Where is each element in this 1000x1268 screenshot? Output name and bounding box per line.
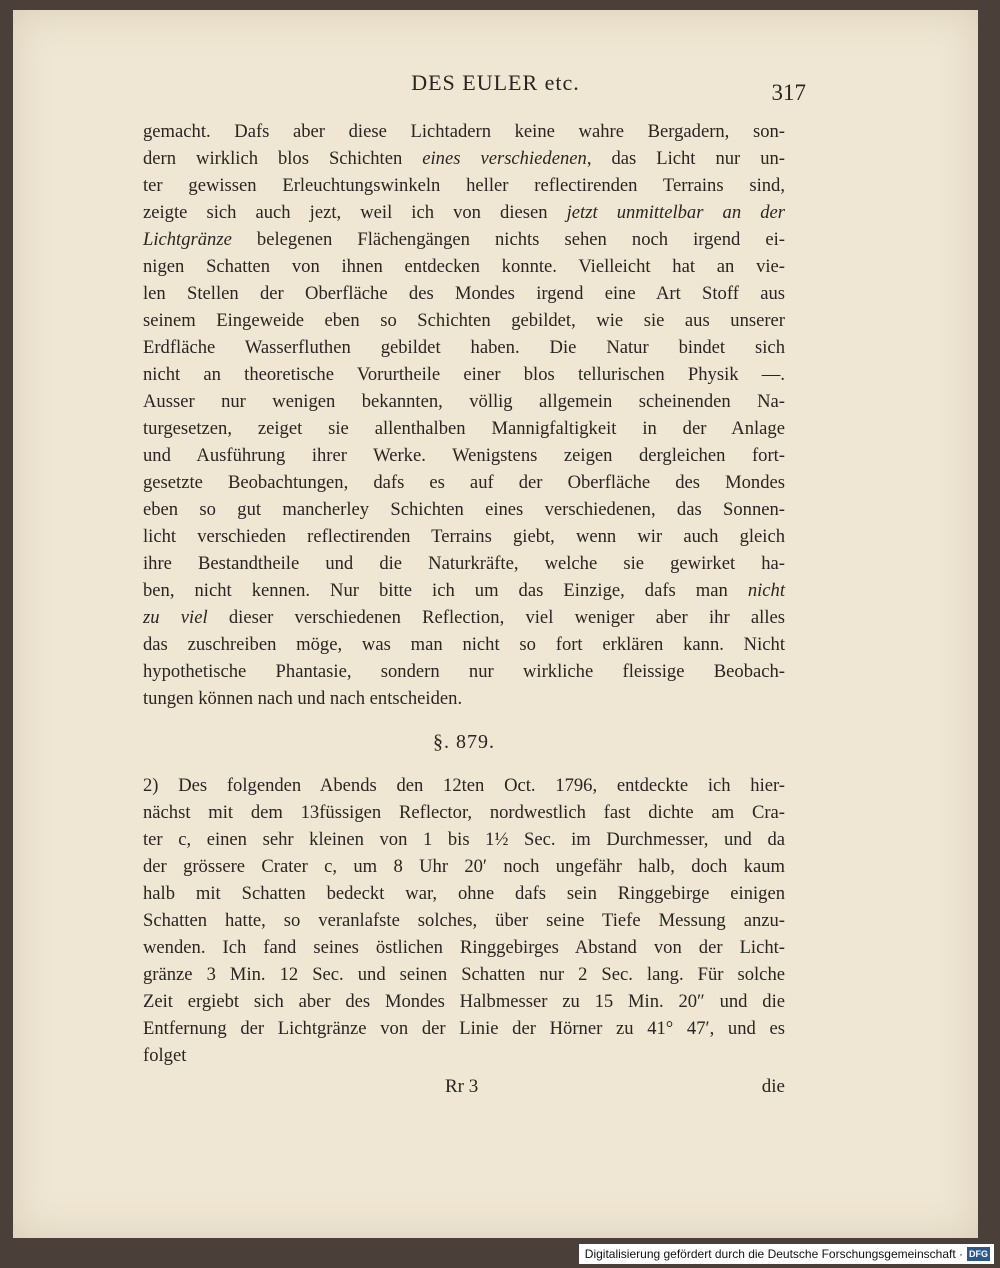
text-line: nächst mit dem 13füssigen Reflector, nordwestlich fast dichte am Cra- <box>143 802 785 823</box>
text-line: gesetzte Beobachtungen, dafs es auf der Oberfläche des Mondes <box>143 472 785 493</box>
paragraph <box>143 772 785 1069</box>
text-line: zeigte sich auch jezt, weil ich von diesen jetzt unmittelbar an der <box>143 202 785 223</box>
text-line: hypothetische Phantasie, sondern nur wirkliche fleissige Beobach- <box>143 661 785 682</box>
text-line: tungen können nach und nach entscheiden. <box>143 688 463 709</box>
text-line: len Stellen der Oberfläche des Mondes irgend eine Art Stoff aus <box>143 283 785 304</box>
text-line: seinem Eingeweide eben so Schichten gebildet, wie sie aus unserer <box>143 310 785 331</box>
text-line: dern wirklich blos Schichten eines verschiedenen, das Licht nur un- <box>143 148 785 169</box>
body-text <box>143 118 785 1069</box>
text-line: Entfernung der Lichtgränze von der Linie der Hörner zu 41° 47′, und es <box>143 1018 785 1039</box>
page-number: 317 <box>771 80 806 105</box>
text-line: 2) Des folgenden Abends den 12ten Oct. 1796, entdeckte ich hier- <box>143 775 785 796</box>
text-line: gemacht. Dafs aber diese Lichtadern keine wahre Bergadern, son- <box>143 121 785 142</box>
running-head: DES EULER etc. <box>411 70 580 95</box>
text-line: folget <box>143 1045 187 1066</box>
text-line: ter gewissen Erleuchtungswinkeln heller reflectirenden Terrains sind, <box>143 175 785 196</box>
text-line: Ausser nur wenigen bekannten, völlig allgemein scheinenden Na- <box>143 391 785 412</box>
text-line: wenden. Ich fand seines östlichen Ringgebirges Abstand von der Licht- <box>143 937 785 958</box>
text-line: und Ausführung ihrer Werke. Wenigstens zeigen dergleichen fort- <box>143 445 785 466</box>
text-line: Erdfläche Wasserfluthen gebildet haben. Die Natur bindet sich <box>143 337 785 358</box>
dfg-logo: DFG <box>969 1249 988 1259</box>
digitization-banner <box>579 1244 994 1264</box>
section-heading: §. 879. <box>433 731 495 753</box>
text-line: nicht an theoretische Vorurtheile einer blos tellurischen Physik —. <box>143 364 785 385</box>
text-line: gränze 3 Min. 12 Sec. und seinen Schatten nur 2 Sec. lang. Für solche <box>143 964 785 985</box>
text-line: Zeit ergiebt sich aber des Mondes Halbmesser zu 15 Min. 20″ und die <box>143 991 785 1012</box>
text-line: turgesetzen, zeiget sie allenthalben Mannigfaltigkeit in der Anlage <box>143 418 785 439</box>
signature-mark: Rr 3 <box>445 1076 479 1097</box>
catchword: die <box>761 1076 785 1097</box>
text-line: ter c, einen sehr kleinen von 1 bis 1½ Sec. im Durchmesser, und da <box>143 829 785 850</box>
text-line: ben, nicht kennen. Nur bitte ich um das Einzige, dafs man nicht <box>143 580 785 601</box>
text-line: zu viel dieser verschiedenen Reflection, viel weniger aber ihr alles <box>143 607 785 628</box>
text-line: licht verschieden reflectirenden Terrains giebt, wenn wir auch gleich <box>143 526 785 547</box>
text-line: eben so gut mancherley Schichten eines verschiedenen, das Sonnen- <box>143 499 785 520</box>
text-line: Lichtgränze belegenen Flächengängen nichts sehen noch irgend ei- <box>143 229 785 250</box>
text-line: nigen Schatten von ihnen entdecken konnte. Vielleicht hat an vie- <box>143 256 785 277</box>
text-line: Schatten hatte, so veranlafste solches, über seine Tiefe Messung anzu- <box>143 910 785 931</box>
text-line: ihre Bestandtheile und die Naturkräfte, welche sie gewirket ha- <box>143 553 785 574</box>
text-line: das zuschreiben möge, was man nicht so fort erklären kann. Nicht <box>143 634 785 655</box>
banner-text: Digitalisierung gefördert durch die Deutsche Forschungsgemeinschaft · <box>584 1247 963 1261</box>
text-line: der grössere Crater c, um 8 Uhr 20′ noch ungefähr halb, doch kaum <box>143 856 785 877</box>
text-line: halb mit Schatten bedeckt war, ohne dafs sein Ringgebirge einigen <box>143 883 785 904</box>
book-page <box>13 10 978 1238</box>
paragraph <box>143 118 785 712</box>
